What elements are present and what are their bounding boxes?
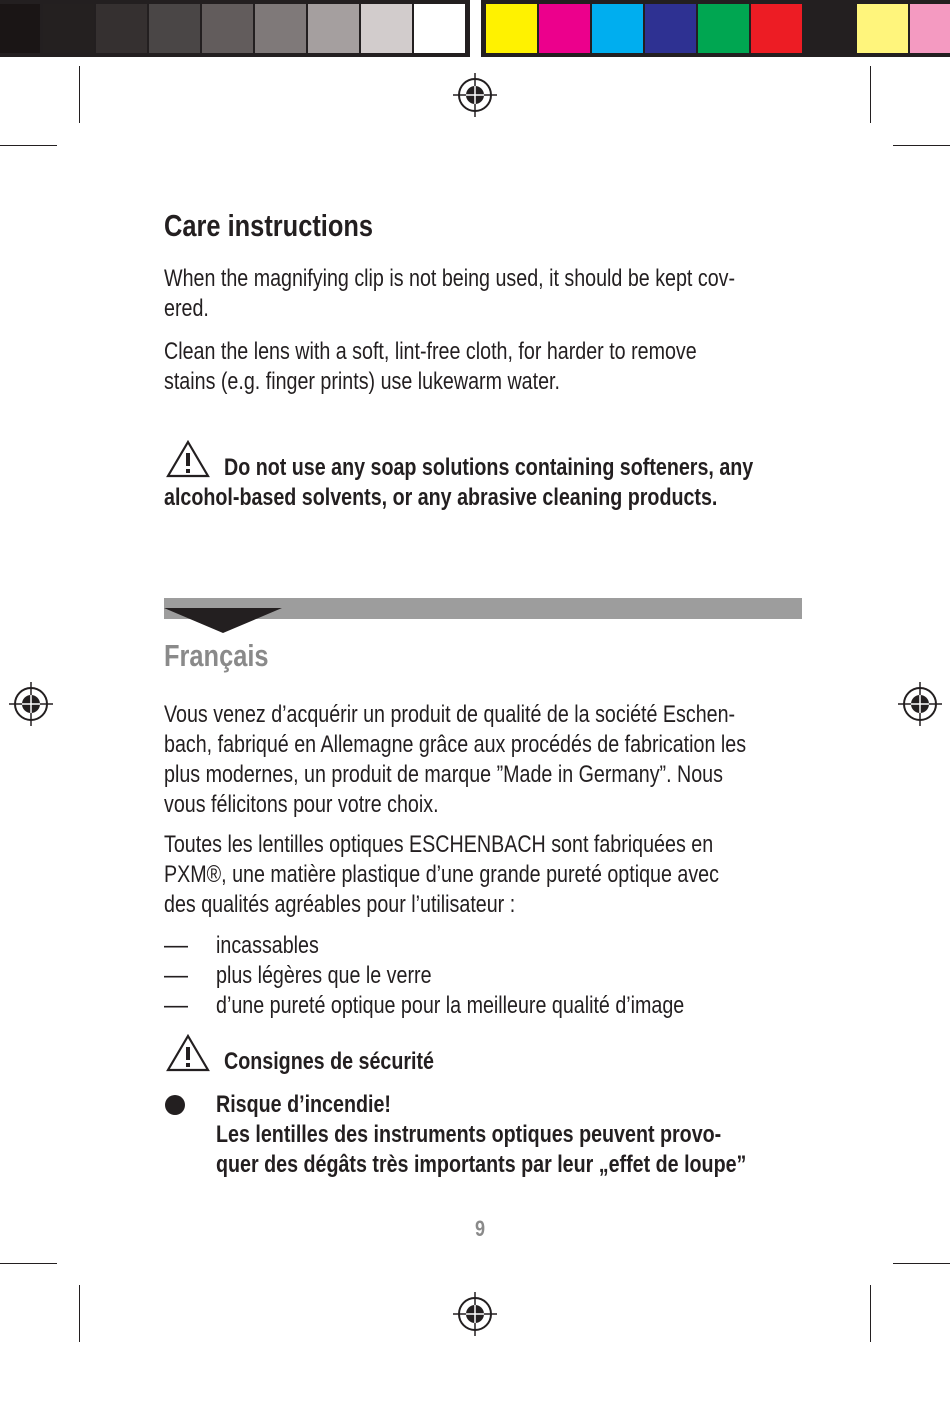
fire-risk-block <box>216 1090 863 1180</box>
color-swatch <box>804 4 855 53</box>
color-swatch <box>592 4 643 53</box>
color-swatch <box>645 4 696 53</box>
page-number: 9 <box>475 1216 486 1241</box>
text-line: alcohol-based solvents, or any abrasive cleaning products. <box>164 484 718 511</box>
text-line: quer des dégâts très importants par leur „effet de loupe” <box>216 1151 747 1178</box>
color-swatch <box>751 4 802 53</box>
gray-swatch <box>361 4 412 53</box>
crop-mark <box>79 1285 80 1342</box>
crop-mark <box>870 1285 871 1342</box>
section-marker-icon <box>164 608 282 634</box>
text-line: plus modernes, un produit de marque ”Made in Germany”. Nous <box>164 761 723 788</box>
care-warning <box>164 453 869 513</box>
text-line: Toutes les lentilles optiques ESCHENBACH sont fabriquées en <box>164 831 714 858</box>
crop-mark <box>870 66 871 123</box>
text-line: stains (e.g. finger prints) use lukewarm water. <box>164 368 560 395</box>
registration-mark-icon <box>453 73 497 117</box>
gray-swatch <box>414 4 465 53</box>
francais-paragraph-2 <box>164 830 841 920</box>
color-swatch <box>698 4 749 53</box>
crop-mark <box>893 145 950 146</box>
list-item-text: incassables <box>216 932 319 959</box>
care-title: Care instructions <box>164 208 374 243</box>
text-line: Do not use any soap solutions containing softeners, any <box>224 454 754 481</box>
gray-swatch <box>255 4 306 53</box>
francais-title: Français <box>164 638 269 673</box>
registration-mark-icon <box>9 682 53 726</box>
gray-swatch <box>0 4 40 53</box>
francais-paragraph-1 <box>164 700 874 820</box>
registration-mark-icon <box>453 1292 497 1336</box>
safety-title: Consignes de sécurité <box>224 1048 434 1075</box>
color-swatch <box>539 4 590 53</box>
text-line: des qualités agréables pour l’utilisateur : <box>164 891 516 918</box>
text-line: vous félicitons pour votre choix. <box>164 791 439 818</box>
crop-mark <box>0 1263 57 1264</box>
fire-title: Risque d’incendie! <box>216 1091 391 1118</box>
text-line: Les lentilles des instruments optiques peuvent provo- <box>216 1121 722 1148</box>
list-item-text: plus légères que le verre <box>216 962 432 989</box>
dash-bullet: — <box>164 962 188 989</box>
care-paragraph-1 <box>164 264 860 324</box>
gray-swatch <box>308 4 359 53</box>
registration-mark-icon <box>898 682 942 726</box>
color-swatch <box>486 4 537 53</box>
bullet-dot-icon <box>165 1095 185 1115</box>
text-line: PXM®, une matière plastique d’une grande pureté optique avec <box>164 861 719 888</box>
gray-swatch <box>43 4 94 53</box>
text-line: ered. <box>164 295 209 322</box>
warning-triangle-icon <box>166 1034 210 1072</box>
dash-bullet: — <box>164 932 188 959</box>
dash-bullet: — <box>164 992 188 1019</box>
text-line: When the magnifying clip is not being used, it should be kept cov- <box>164 265 736 292</box>
crop-mark <box>893 1263 950 1264</box>
gray-swatch <box>149 4 200 53</box>
text-line: Vous venez d’acquérir un produit de qualité de la société Eschen- <box>164 701 736 728</box>
color-swatch <box>910 4 950 53</box>
color-swatch <box>857 4 908 53</box>
list-item-text: d’une pureté optique pour la meilleure qualité d’image <box>216 992 685 1019</box>
gray-swatch <box>202 4 253 53</box>
crop-mark <box>79 66 80 123</box>
text-line: bach, fabriqué en Allemagne grâce aux procédés de fabrication les <box>164 731 747 758</box>
care-paragraph-2 <box>164 337 814 397</box>
gray-swatch <box>96 4 147 53</box>
crop-mark <box>0 145 57 146</box>
text-line: Clean the lens with a soft, lint-free cloth, for harder to remove <box>164 338 697 365</box>
